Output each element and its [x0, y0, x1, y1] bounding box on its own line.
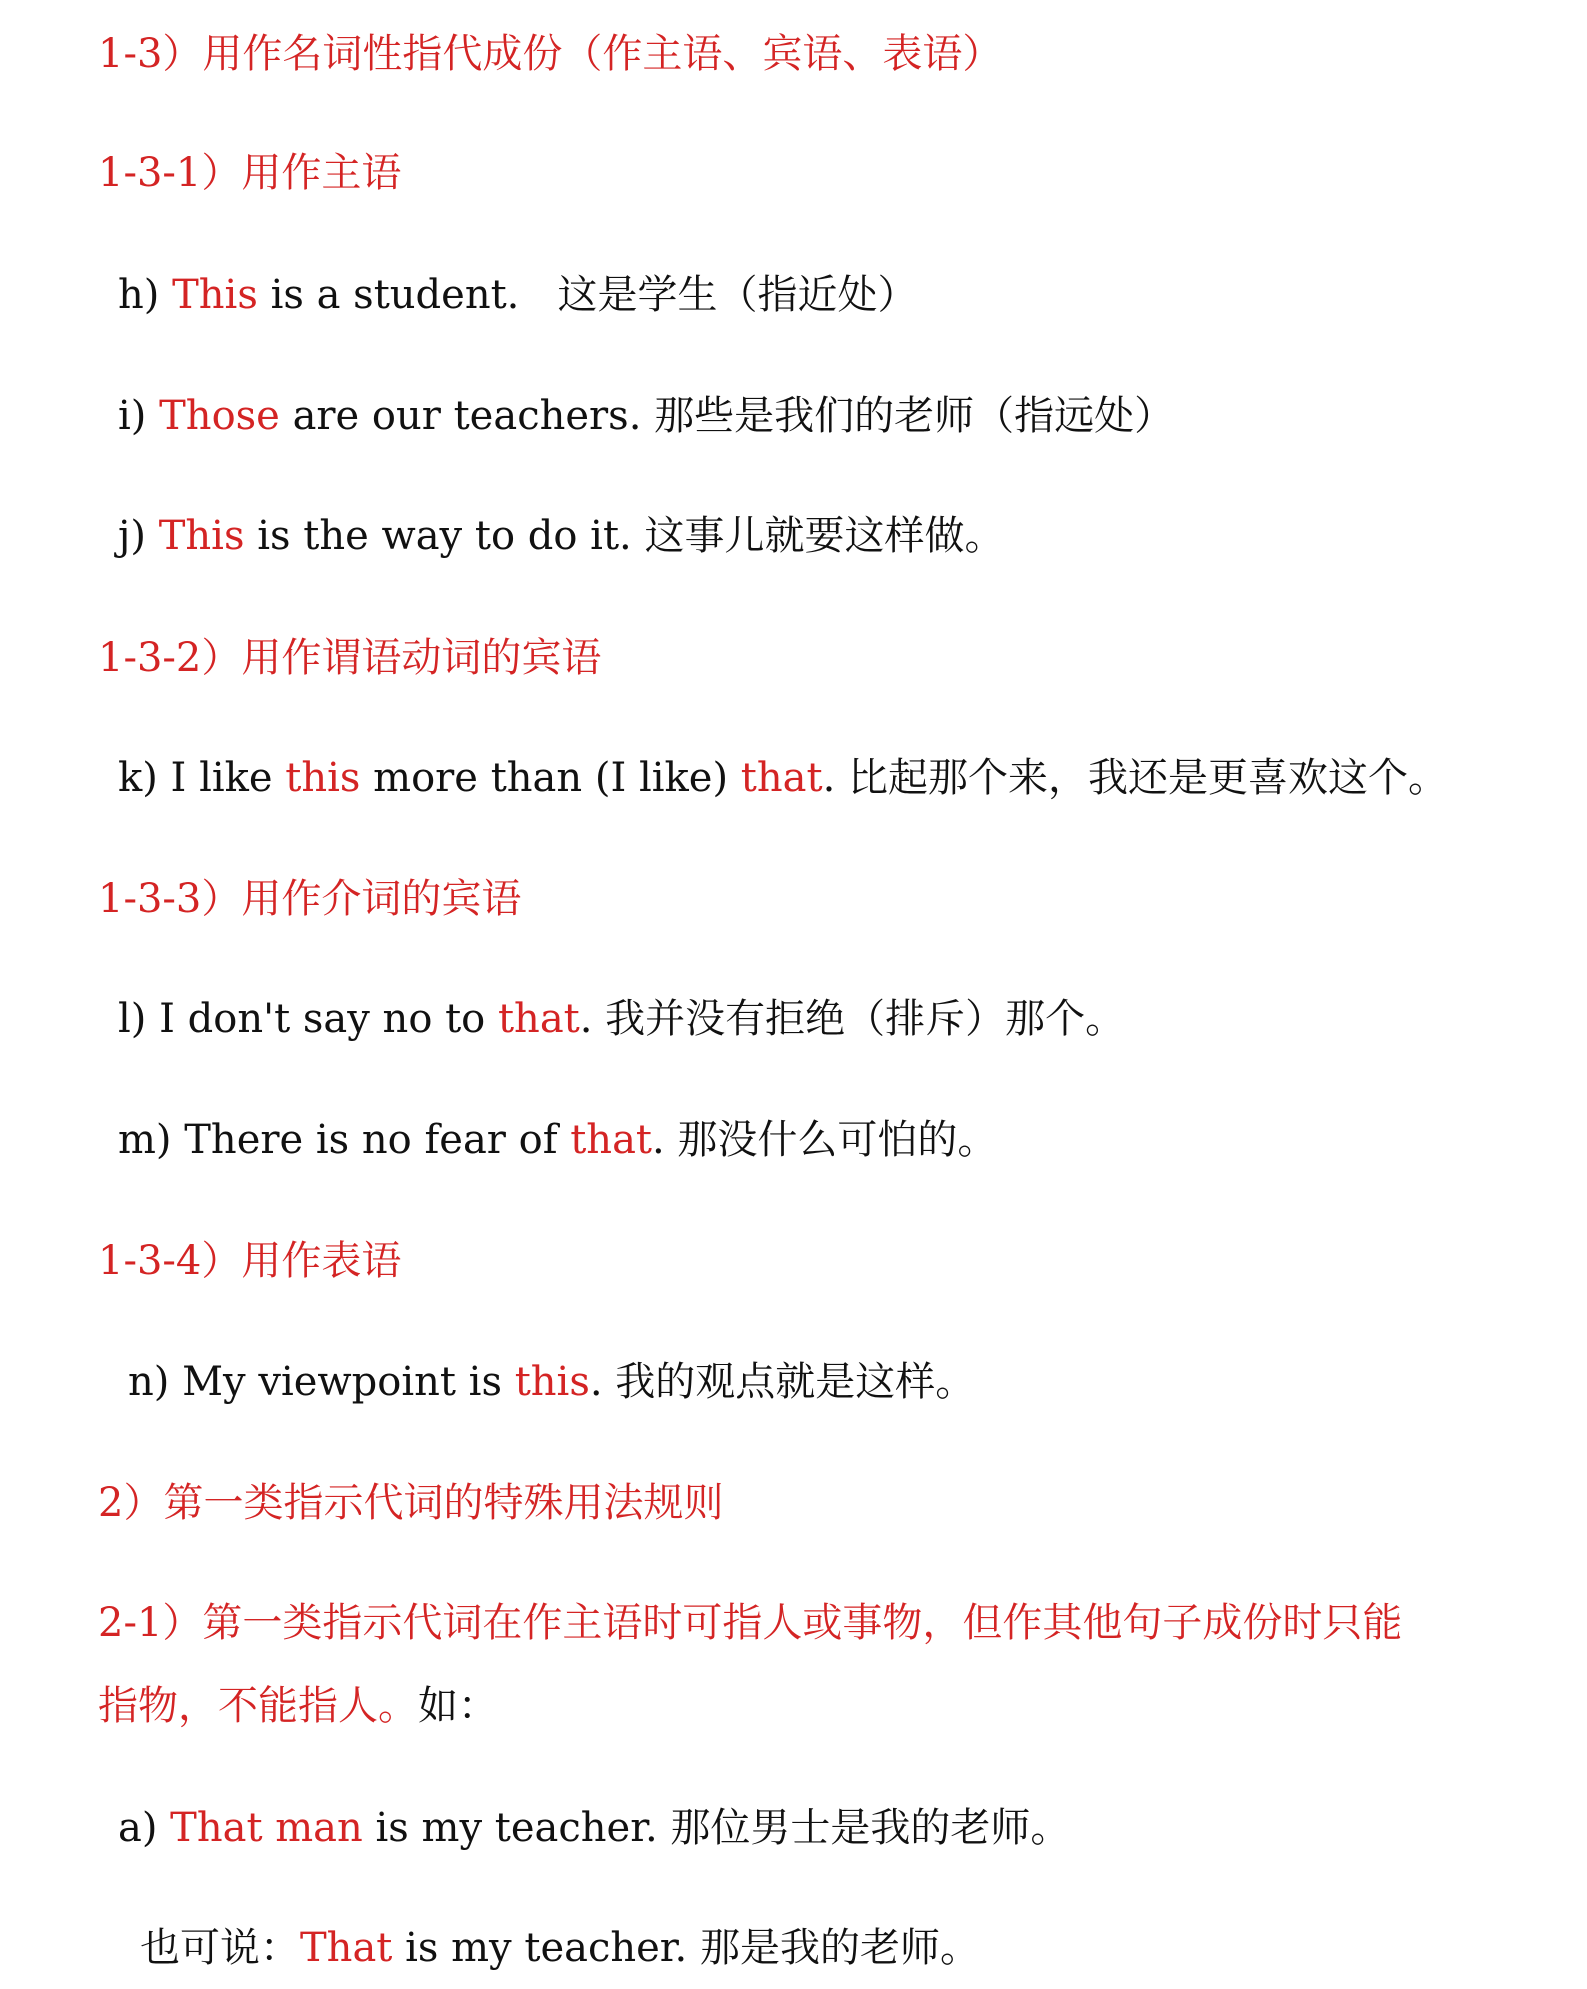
highlighted-term: this — [285, 755, 361, 801]
highlighted-term: 1-3-3）用作介词的宾语 — [98, 876, 522, 922]
highlighted-term: 指物，不能指人。 — [98, 1683, 418, 1729]
heading-1-3-3 — [98, 873, 521, 925]
example-k — [118, 752, 1448, 804]
heading-1-3 — [98, 28, 1002, 80]
plain-text: . 我的观点就是这样。 — [589, 1359, 976, 1405]
example-a-alt — [140, 1922, 980, 1974]
highlighted-term: 1-3-4）用作表语 — [98, 1238, 402, 1284]
highlighted-term: 1-3-2）用作谓语动词的宾语 — [98, 635, 602, 681]
plain-text: a) — [118, 1805, 171, 1851]
plain-text: k) I like — [118, 755, 286, 801]
plain-text: i) — [118, 393, 160, 439]
example-m — [118, 1114, 997, 1166]
highlighted-term: that — [570, 1117, 652, 1163]
highlighted-term: 2）第一类指示代词的特殊用法规则 — [98, 1480, 724, 1526]
plain-text: are our teachers. 那些是我们的老师（指远处） — [279, 393, 1175, 439]
example-i — [118, 390, 1174, 442]
highlighted-term: That — [300, 1925, 393, 1971]
plain-text: . 我并没有拒绝（排斥）那个。 — [579, 996, 1126, 1042]
highlighted-term: 1-3）用作名词性指代成份（作主语、宾语、表语） — [98, 31, 1003, 77]
heading-1-3-4 — [98, 1235, 401, 1287]
plain-text: 如： — [418, 1683, 498, 1729]
example-j — [118, 510, 1004, 562]
heading-2-1-line2 — [98, 1680, 498, 1732]
example-h — [118, 269, 918, 321]
heading-2-1-line1 — [98, 1597, 1402, 1649]
plain-text: n) My viewpoint is — [128, 1359, 515, 1405]
highlighted-term: that — [740, 755, 823, 801]
highlighted-term: Those — [159, 393, 280, 439]
highlighted-term: this — [514, 1359, 590, 1405]
plain-text: j) — [118, 513, 159, 559]
plain-text: . 那没什么可怕的。 — [652, 1117, 998, 1163]
highlighted-term: This — [158, 513, 245, 559]
highlighted-term: That man — [170, 1805, 363, 1851]
plain-text: m) There is no fear of — [118, 1117, 571, 1163]
example-a — [118, 1802, 1070, 1854]
highlighted-term: This — [172, 272, 258, 318]
plain-text: more than (I like) — [360, 755, 741, 801]
heading-1-3-2 — [98, 632, 601, 684]
plain-text: h) — [118, 272, 173, 318]
example-n — [128, 1356, 975, 1408]
plain-text: . 比起那个来，我还是更喜欢这个。 — [822, 755, 1448, 801]
plain-text: is my teacher. 那位男士是我的老师。 — [362, 1805, 1071, 1851]
plain-text: l) I don't say no to — [118, 996, 498, 1042]
plain-text: 也可说： — [140, 1925, 300, 1971]
highlighted-term: 2-1）第一类指示代词在作主语时可指人或事物，但作其他句子成份时只能 — [98, 1600, 1403, 1646]
highlighted-term: that — [497, 996, 580, 1042]
example-l — [118, 993, 1125, 1045]
plain-text: is a student. 这是学生（指近处） — [257, 272, 918, 318]
heading-1-3-1 — [98, 147, 401, 199]
plain-text: is my teacher. 那是我的老师。 — [392, 1925, 980, 1971]
highlighted-term: 1-3-1）用作主语 — [98, 150, 402, 196]
heading-2 — [98, 1477, 723, 1529]
plain-text: is the way to do it. 这事儿就要这样做。 — [244, 513, 1005, 559]
